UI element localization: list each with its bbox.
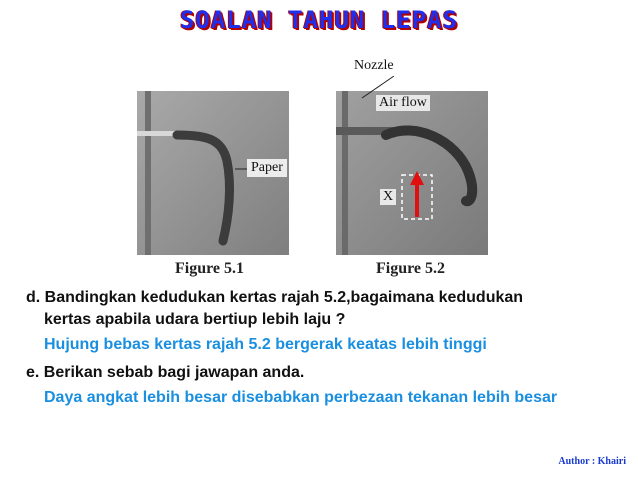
figure-5-2-photo <box>336 91 488 255</box>
figure-5-1-caption: Figure 5.1 <box>175 260 245 277</box>
airflow-label: Air flow <box>376 95 430 111</box>
nozzle-pointer-line <box>360 76 400 100</box>
nozzle-label: Nozzle <box>354 58 394 73</box>
page-title: SOALAN TAHUN LEPAS <box>179 6 459 34</box>
paper-airflow-illustration <box>336 91 488 255</box>
figure-5-1-photo <box>137 91 289 255</box>
question-d-line1: d. Bandingkan kedudukan kertas rajah 5.2,bagaimana kedudukan <box>26 289 524 306</box>
paper-label: Paper <box>247 159 287 177</box>
answer-d: Hujung bebas kertas rajah 5.2 bergerak keatas lebih tinggi <box>44 336 487 353</box>
figure-5-2-caption: Figure 5.2 <box>376 260 446 277</box>
question-e: e. Berikan sebab bagi jawapan anda. <box>26 364 305 381</box>
answer-e: Daya angkat lebih besar disebabkan perbezaan tekanan lebih besar <box>44 389 558 406</box>
question-d-line2: kertas apabila udara bertiup lebih laju ? <box>44 311 346 328</box>
x-label: X <box>380 189 396 205</box>
author-credit: Author : Khairi <box>558 456 626 467</box>
